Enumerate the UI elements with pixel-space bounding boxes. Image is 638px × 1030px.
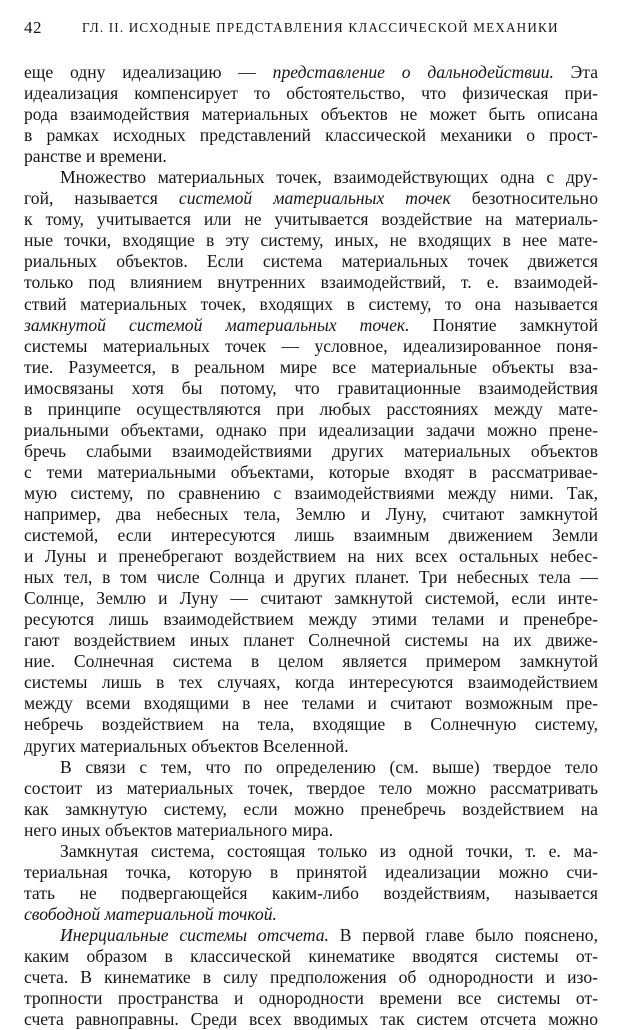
text-line: счета. В кинематике в силу предположения об однородности и изо- — [24, 967, 598, 988]
text-line: системы материальных точек — условное, идеализированное поня- — [24, 335, 598, 356]
text-line: и Луны и пренебрегают воздействием на них всех остальных небес- — [24, 546, 598, 567]
text-line: риальных объектов. Если система материальных точек движется — [24, 251, 598, 272]
italic-term: замкнутой системой материальных точек. — [24, 314, 410, 335]
text-line: него иных объектов материального мира. — [24, 819, 334, 840]
text-line: в рамках исходных представлений классической механики о прост- — [24, 125, 598, 146]
text-line: ные точки, входящие в эту систему, иных, не входящих в нее мате- — [24, 230, 598, 251]
text-line: ние. Солнечная система в целом является примером замкнутой — [24, 651, 598, 672]
text-line: к тому, учитывается или не учитывается воздействие на материаль- — [24, 209, 598, 230]
text-line: гой, называется системой материальных точек безотносительно — [24, 188, 599, 209]
text-line: между всеми входящими в нее телами и считают возможным пре- — [24, 693, 598, 714]
text-line: бречь слабыми взаимодействиями других материальных объектов — [24, 440, 598, 461]
text-line: ствий материальных точек, входящих в систему, то она называется — [24, 293, 598, 314]
running-head: ГЛ. II. ИСХОДНЫЕ ПРЕДСТАВЛЕНИЯ КЛАССИЧЕСКОЙ МЕХАНИКИ — [82, 20, 559, 35]
text-line: Инерциальные системы отсчета. В первой главе было пояснено, — [60, 924, 598, 945]
text-line: еще одну идеализацию — представление о дальнодействии. Эта — [24, 62, 598, 82]
text-line: тать не подвергающейся каким-либо воздействиям, называется — [24, 882, 598, 903]
text-line: идеализация компенсирует то обстоятельство, что физическая при- — [24, 83, 598, 104]
text-line: мую систему, по сравнению с взаимодействиями между ними. Так, — [24, 482, 598, 503]
italic-term: системой материальных точек — [178, 188, 451, 209]
text-line: Солнце, Землю и Луну — считают замкнутой системой, если инте- — [24, 588, 598, 609]
text-line: свободной материальной точкой. — [24, 903, 277, 924]
text-line: риальными объектами, однако при идеализации задачи можно прене- — [24, 419, 598, 440]
text-line: рода взаимодействия материальных объектов не может быть описана — [24, 104, 598, 125]
text-line: имосвязаны хотя бы потому, что гравитационные взаимодействия — [24, 377, 598, 398]
text-line: В связи с тем, что по определению (см. выше) твердое тело — [60, 756, 598, 777]
text-line: как замкнутую систему, если можно пренебречь воздействием на — [24, 798, 598, 819]
text-line: например, два небесных тела, Землю и Луну, считают замкнутой — [24, 503, 598, 524]
page-header — [24, 18, 598, 40]
text-line: замкнутой системой материальных точек. Понятие замкнутой — [24, 314, 598, 335]
text-line: только под влиянием внутренних взаимодействий, т. е. взаимодей- — [24, 272, 598, 293]
text-line: с теми материальными объектами, которые входят в рассматривае- — [24, 461, 598, 482]
text-line: системы лишь в тех случаях, когда интересуются взаимодействием — [24, 672, 598, 693]
text-line: каким образом в классической кинематике вводятся системы от- — [24, 945, 598, 966]
text-line: Замкнутая система, состоящая только из одной точки, т. е. ма- — [60, 840, 598, 861]
text-line: ных тел, в том числе Солнца и других планет. Три небесных тела — — [24, 567, 598, 588]
section-heading: Инерциальные системы отсчета. — [60, 924, 329, 945]
text-line: ранстве и времени. — [24, 146, 167, 167]
text-line: состоит из материальных точек, твердое тело можно рассматривать — [24, 777, 598, 798]
page-number: 42 — [24, 18, 42, 37]
text-line: в принципе осуществляются при любых расстояниях между мате- — [24, 398, 598, 419]
text-line: тие. Разумеется, в реальном мире все материальные объекты вза- — [24, 356, 598, 377]
text-line: системой, если интересуются лишь взаимным движением Земли — [24, 525, 598, 546]
text-line: небречь воздействием на тела, входящие в Солнечную систему, — [24, 714, 598, 735]
text-line: счета равноправны. Среди всех вводимых так систем отсчета можно — [24, 1009, 598, 1030]
text-line: ресуются лишь взаимодействием между этими телами и пренебре- — [24, 609, 598, 630]
text-line: гают воздействием иных планет Солнечной системы на их движе- — [24, 630, 598, 651]
text-line: Множество материальных точек, взаимодействующих одна с дру- — [60, 167, 598, 188]
italic-term: представление о дальнодействии. — [272, 62, 554, 82]
text-line: териальная точка, которую в принятой идеализации можно счи- — [24, 861, 598, 882]
text-line: тропности пространства и однородности времени все системы от- — [24, 988, 598, 1009]
body-text — [24, 62, 598, 1030]
text-line: других материальных объектов Вселенной. — [24, 735, 349, 756]
